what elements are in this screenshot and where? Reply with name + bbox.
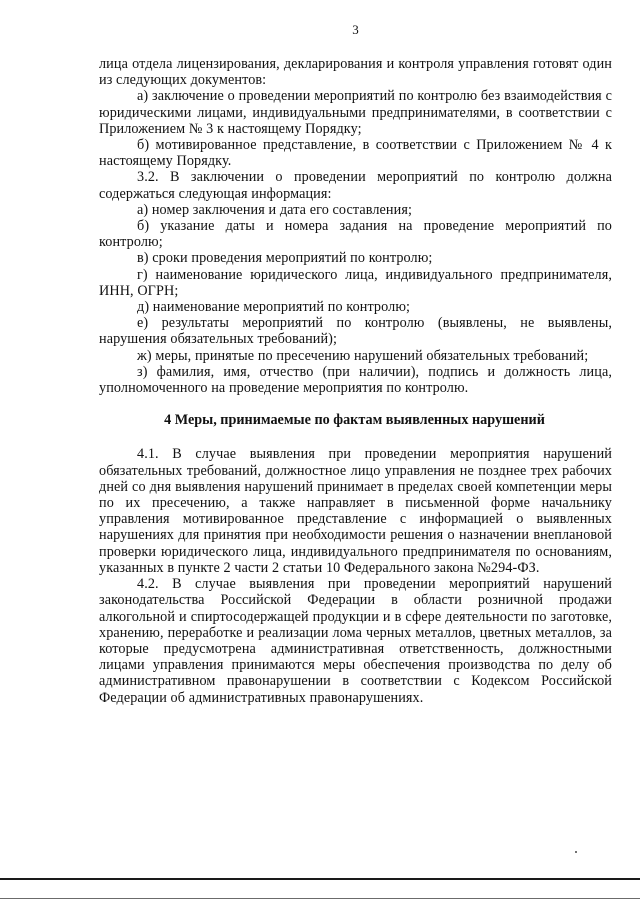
paragraph: г) наименование юридического лица, индивидуального предпринимателя, ИНН, ОГРН; [99,266,612,299]
paragraphs-before [99,56,612,396]
paragraph: б) мотивированное представление, в соответствии с Приложением № 4 к настоящему Порядку. [99,137,612,170]
paragraph: ж) меры, принятые по пресечению нарушений обязательных требований; [137,347,589,364]
paragraphs-after [99,446,612,705]
paragraph: 4.2. В случае выявления при проведении мероприятий нарушений законодательства Российской Федерации в области розничной продажи алкогольной и спиртосодержащей продукции и в сфере деятельности по заготовке, хранению, переработке и реализации лома черных металлов, цветных металлов, за которые предусмотрена административная ответственность, должностными лицами управления принимаются меры обеспечения производства по делу об административном правонарушении в соответствии с Кодексом Российской Федерации об административных правонарушениях. [99,576,612,706]
paragraph: з) фамилия, имя, отчество (при наличии), подпись и должность лица, уполномоченного на проведение мероприятия по контролю. [99,363,612,397]
paragraph: а) заключение о проведении мероприятий по контролю без взаимодействия с юридическими лицами, индивидуальными предпринимателями, в соответствии с Приложением № 3 к настоящему Порядку; [99,88,612,137]
section-heading: 4 Меры, принимаемые по фактам выявленных нарушений [164,412,545,429]
paragraph: д) наименование мероприятий по контролю; [137,299,411,316]
scan-speck [575,851,577,853]
scan-edge-line [0,898,640,899]
paragraph: б) указание даты и номера задания на проведение мероприятий по контролю; [99,218,612,251]
paragraph: е) результаты мероприятий по контролю (выявлены, не выявлены, нарушения обязательных требований); [99,315,612,348]
paragraph: лица отдела лицензирования, декларирования и контроля управления готовят один из следующих документов: [99,56,612,89]
paragraph: в) сроки проведения мероприятий по контролю; [137,250,433,267]
paragraph: 3.2. В заключении о проведении мероприятий по контролю должна содержаться следующая информация: [99,169,612,202]
paragraph: а) номер заключения и дата его составления; [137,201,412,218]
scan-edge-line [0,878,640,880]
page-number: 3 [352,22,359,37]
paragraph: 4.1. В случае выявления при проведении мероприятия нарушений обязательных требований, должностное лицо управления не позднее трех рабочих дней со дня выявления нарушений принимает в пределах своей компетенции меры по их пресечению, а также направляет в письменной форме начальнику управления мотивированное представление с информацией о выявленных нарушениях для принятия при необходимости решения о назначении внеплановой проверки юридического лица, индивидуального предпринимателя по основаниям, указанных в пункте 2 части 2 статьи 10 Федерального закона №294-ФЗ. [99,446,612,576]
